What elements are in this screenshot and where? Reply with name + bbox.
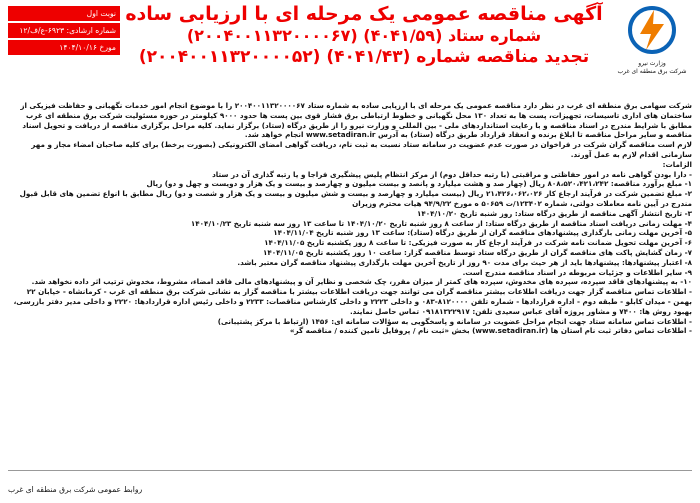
ad-titles	[122, 2, 606, 68]
badge-code: شماره ارشادی: ۶۹۲۳-ع/ف/۱۲	[8, 23, 120, 38]
renewal-title: تجدید مناقصه شماره (۴۰۴۱/۴۳) (۲۰۰۴۰۰۱۱۳۲۰۰۰۰۵۲)	[138, 47, 590, 67]
item-invalid-bids: ۱۰- به پیشنهادهای فاقد سپرده، سپرده های مخدوش، سپرده های کمتر از میزان مقرر، چک شخصی و نظایر آن و پیشنهادهای مالی فاقد امضاء، مشروط، مخدوش ترتیب اثر داده نخواهد شد.	[31, 277, 692, 287]
paragraph-intro: شرکت سهامی برق منطقه ای غرب در نظر دارد مناقصه عمومی یک مرحله ای با ارزیابی ساده به شماره ستاد ۲۰۰۴۰۰۱۱۳۲۰۰۰۰۶۷ را با موضوع انجام امور خدمات نگهبانی و حفاظت فیزیکی از ساختمان های اداری تاسیسات، تجهیزات، پست ها به تعداد ۱۳۰ محل نگهبانی و خطوط ارتباطی برق فشار قوی بین پست ها حدود ۹۰۰۰ کیلومتر در حوزه مسئولیت شرکت برق منطقه ای غرب مطابق با شرایط مندرج در اسناد مناقصه و با رعایت استانداردهای ملی - بین المللی و وزارت نیرو را از طریق درگاه (ستاد) برگزار نماید. کلیه مراحل برگزاری مناقصه از دریافت و تحویل اسناد مناقصه و سایر مراحل مناقصه تا ابلاغ برنده و انعقاد قرارداد طریق درگاه (ستاد) به آدرس www.setadiran.ir انجام خواهد شد.	[20, 101, 692, 140]
item-upload-deadline: ۵- آخرین مهلت زمانی بارگذاری پیشنهادهای مناقصه گران از طریق درگاه (ستاد): ساعت ۱۳ روز شنبه تاریخ ۱۴۰۴/۱۱/۰۴	[273, 228, 692, 238]
item-opening: ۷- زمان گشایش پاکت های مناقصه گران از طریق درگاه ستاد توسط مناقصه گزار: ساعت ۱۰ روز یکشنبه تاریخ ۱۴۰۴/۱۱/۰۵	[262, 247, 692, 257]
badge-turn: نوبت اول	[8, 6, 120, 21]
item-publish-date: ۳- تاریخ انتشار آگهی مناقصه از طریق درگاه ستاد: روز شنبه تاریخ ۱۴۰۴/۱۰/۲۰	[417, 208, 692, 218]
item-other-info: ۹- سایر اطلاعات و جزئیات مربوطه در اسناد مناقصه مندرج است.	[462, 267, 692, 277]
paragraph-registration: لازم است مناقصه گران شرکت در فراخوان در صورت عدم عضویت در سامانه ستاد نسبت به ثبت نام، دریافت گواهی امضای الکترونیکی (بصورت برخط) برای کلیه صاحبان امضاء مجاز و مهر سازمانی اقدام لازم به عمل آورند.	[31, 140, 692, 159]
contact-info: - اطلاعات تماس مناقصه گزار جهت دریافت اطلاعات بیشتر مناقصه گران می توانند جهت دریافت اطلاعات بیشتر با مناقصه گزار به نشانی شرکت برق منطقه ای غرب - کرمانشاه - خیابان ۲۲ بهمن - میدان کابلو - طبقه دوم - اداره قراردادها - شماره تلفن ۸۱۲۰۰۰۰-۰۸۳ و داخلی ۲۲۲۳ و داخلی کارشناس مناقصات: ۲۲۳۳ و داخلی رئیس اداره قراردادها: ۲۲۲۰ و داخلی مدیر دفتر بازرسی، بهبود روش ها: ۷۴۰۰ و مشاور پروژه آقای عباس سعیدی تلفن: ۰۹۱۸۱۳۲۲۹۱۷ تماس حاصل نمایند.	[13, 287, 692, 316]
item-estimate: ۱- مبلغ برآورد مناقصه: ۸۰۸،۵۲۰،۴۲۱،۲۴۲ ریال (چهار صد و هشت میلیارد و پانصد و بیست میلیون و چهارصد و بیست و یک هزار و دویست و چهل و دو) ریال	[146, 179, 692, 189]
badge-date: مورخ ۱۴۰۴/۱۰/۱۶	[8, 40, 120, 55]
logo-caption-ministry: وزارت نیرو	[638, 60, 666, 67]
setad-contact: - اطلاعات تماس سامانه ستاد جهت انجام مراحل عضویت در سامانه و پاسخگویی به سؤالات سامانه ای: ۱۴۵۶ (ارتباط با مرکز پشتیبانی)	[217, 316, 692, 326]
public-relations-signature: روابط عمومی شرکت برق منطقه ای غرب	[8, 485, 143, 494]
ad-header	[0, 0, 700, 100]
setad-number: شماره ستاد (۴۰۴۱/۵۹) (۲۰۰۴۰۰۱۱۳۲۰۰۰۰۶۷)	[186, 26, 542, 45]
lightning-logo-icon	[626, 4, 678, 56]
ad-body	[8, 101, 692, 467]
ad-footer	[8, 470, 692, 499]
power-ministry-logo	[614, 4, 690, 84]
item-guarantee-deadline: ۶- آخرین مهلت تحویل ضمانت نامه شرکت در فرآیند ارجاع کار به صورت فیزیکی: تا ساعت ۸ روز یکشنبه تاریخ ۱۴۰۴/۱۱/۰۵	[264, 238, 692, 248]
main-title: آگهی مناقصه عمومی یک مرحله ای با ارزیابی ساده	[125, 3, 603, 25]
logo-caption-company: شرکت برق منطقه ای غرب	[617, 68, 687, 75]
registration-offices: - اطلاعات تماس دفاتر ثبت نام استان ها (www.setadiran.ir) بخش «ثبت نام / پروفایل تامین کننده / مناقصه گر»	[289, 326, 692, 336]
item-guarantee: ۲- مبلغ تضمین شرکت در فرآیند ارجاع کار ۲۱،۴۲۶،۰۶۲،۰۲۶ ریال (بیست میلیارد و چهارصد و بیست و شش میلیون و بیست و یک هزار و شصت و دو) ریال مطابق با انواع تضمین های قابل قبول مندرج در آیین نامه معاملات دولتی، شماره ۱۲۳۴۰۲/ت ۵۰۶۵۹ ه مورخ ۹۴/۹/۲۲ هیات محترم وزیران	[19, 189, 692, 208]
notice-badge	[8, 6, 120, 58]
requirements-heading: الزامات:	[662, 159, 692, 169]
item-validity: ۸- اعتبار پیشنهادها: پیشنهادها باید از هر حیث برای مدت ۹۰ روز از تاریخ آخرین مهلت بارگذاری پیشنهاد مناقصه گران معتبر باشد.	[237, 257, 692, 267]
item-receive-docs: ۴- مهلت زمانی دریافت اسناد مناقصه از طریق درگاه ستاد: از ساعت ۸ روز شنبه تاریخ ۱۴۰۴/۱۰/۲۰ تا ساعت ۱۳ روز سه شنبه تاریخ ۱۴۰۴/۱۰/۲۳	[190, 218, 692, 228]
requirement-item: - دارا بودن گواهی نامه در امور حفاظتی و مراقبتی (با رتبه حداقل دوم) از مرکز انتظام پلیس پیشگیری فراجا و یا رتبه گذاری آن در ستاد	[212, 169, 692, 179]
